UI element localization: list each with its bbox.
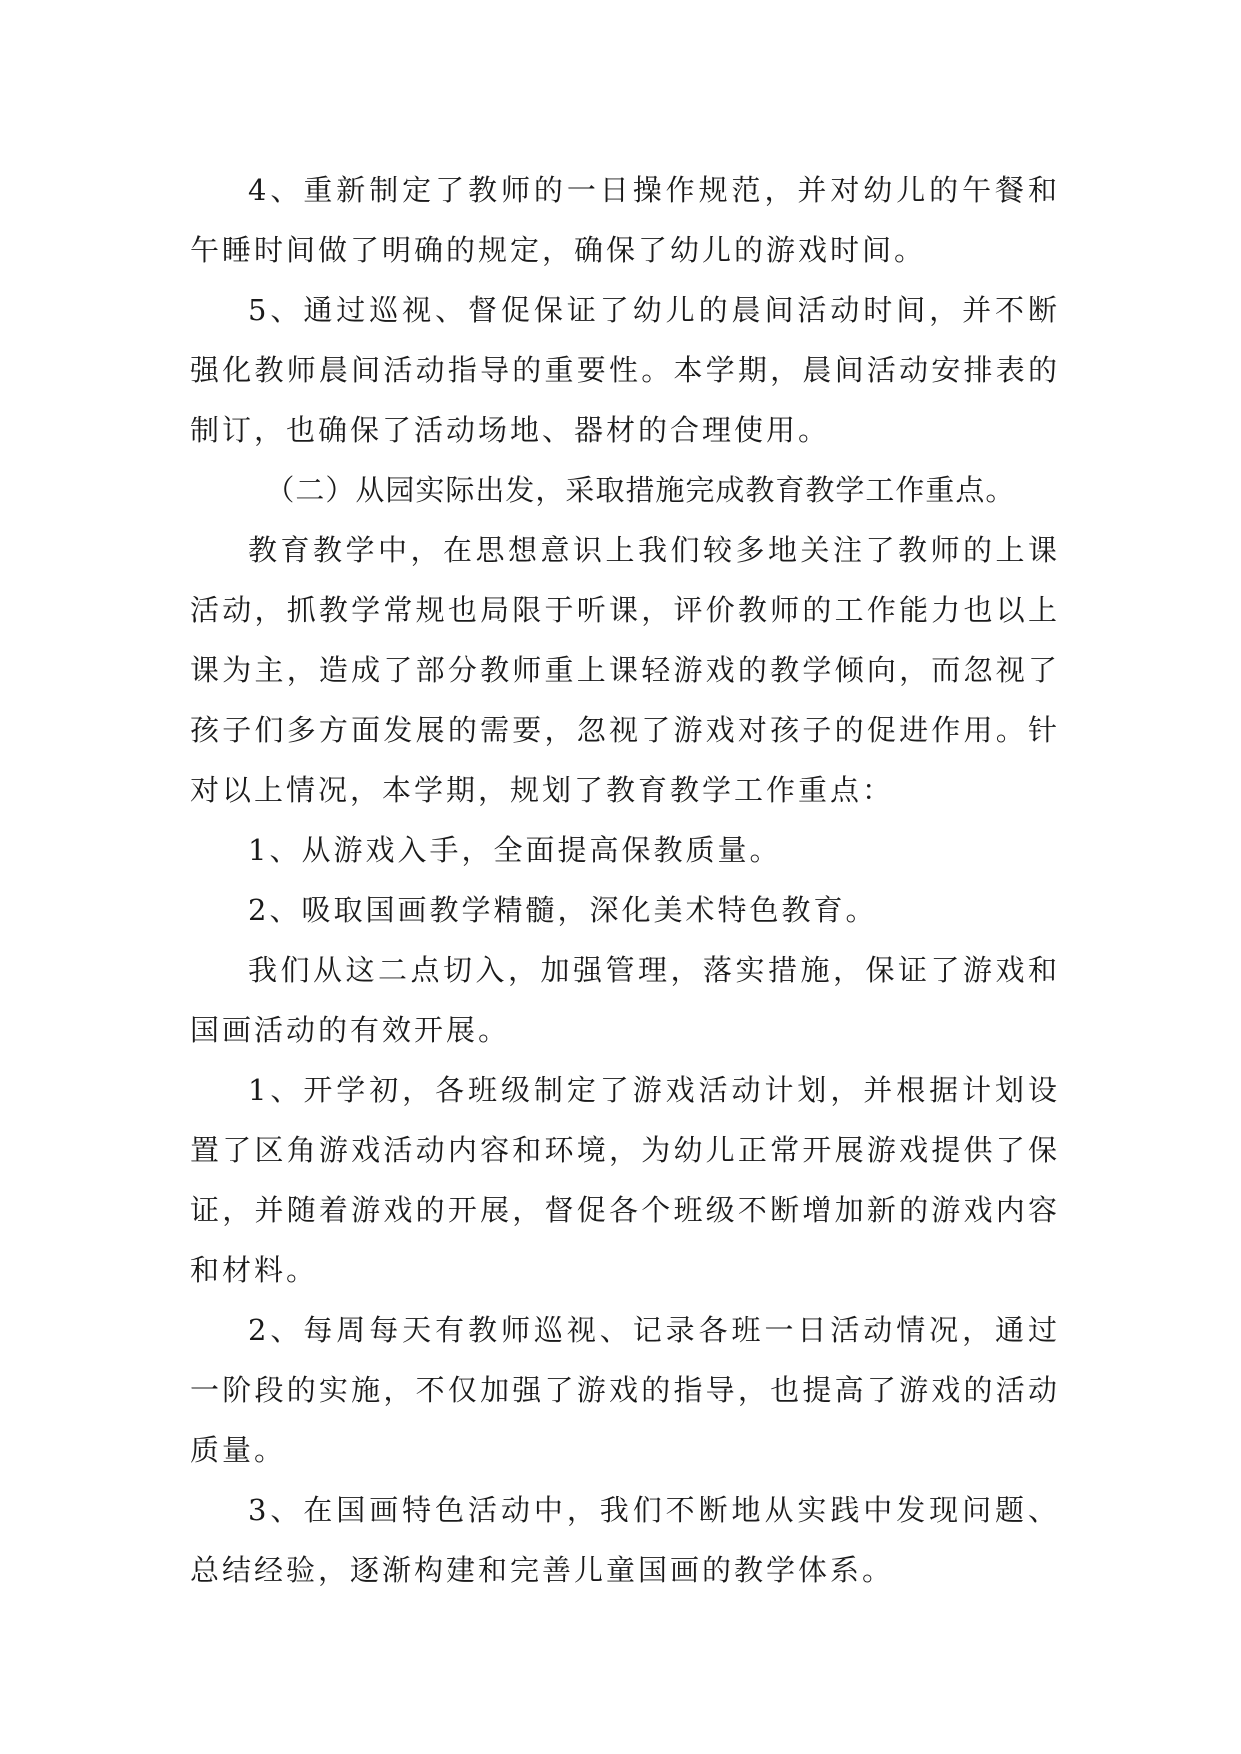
section-heading-2: （二）从园实际出发，采取措施完成教育教学工作重点。 (265, 473, 1016, 507)
paragraph-measure-2: 2、每周每天有教师巡视、记录各班一日活动情况，通过一阶段的实施，不仅加强了游戏的指导，也提高了游戏的活动质量。 (190, 1313, 1060, 1467)
paragraph-teaching-focus-intro: 教育教学中，在思想意识上我们较多地关注了教师的上课活动，抓教学常规也局限于听课，评价教师的工作能力也以上课为主，造成了部分教师重上课轻游戏的教学倾向，而忽视了孩子们多方面发展的需要，忽视了游戏对孩子的促进作用。针对以上情况，本学期，规划了教育教学工作重点： (190, 533, 1060, 807)
paragraph-item-4-routine: 4、重新制定了教师的一日操作规范，并对幼儿的午餐和午睡时间做了明确的规定，确保了幼儿的游戏时间。 (190, 173, 1060, 267)
paragraph-approach: 我们从这二点切入，加强管理，落实措施，保证了游戏和国画活动的有效开展。 (190, 953, 1060, 1047)
paragraph-focus-1: 1、从游戏入手，全面提高保教质量。 (248, 833, 782, 867)
paragraph-item-5-morning-activity: 5、通过巡视、督促保证了幼儿的晨间活动时间，并不断强化教师晨间活动指导的重要性。本学期，晨间活动安排表的制订，也确保了活动场地、器材的合理使用。 (190, 293, 1060, 447)
paragraph-measure-1: 1、开学初，各班级制定了游戏活动计划，并根据计划设置了区角游戏活动内容和环境，为幼儿正常开展游戏提供了保证，并随着游戏的开展，督促各个班级不断增加新的游戏内容和材料。 (190, 1073, 1060, 1287)
paragraph-focus-2: 2、吸取国画教学精髓，深化美术特色教育。 (248, 893, 878, 927)
paragraph-measure-3: 3、在国画特色活动中，我们不断地从实践中发现问题、总结经验，逐渐构建和完善儿童国画的教学体系。 (190, 1493, 1060, 1587)
document-body (190, 160, 1060, 1600)
